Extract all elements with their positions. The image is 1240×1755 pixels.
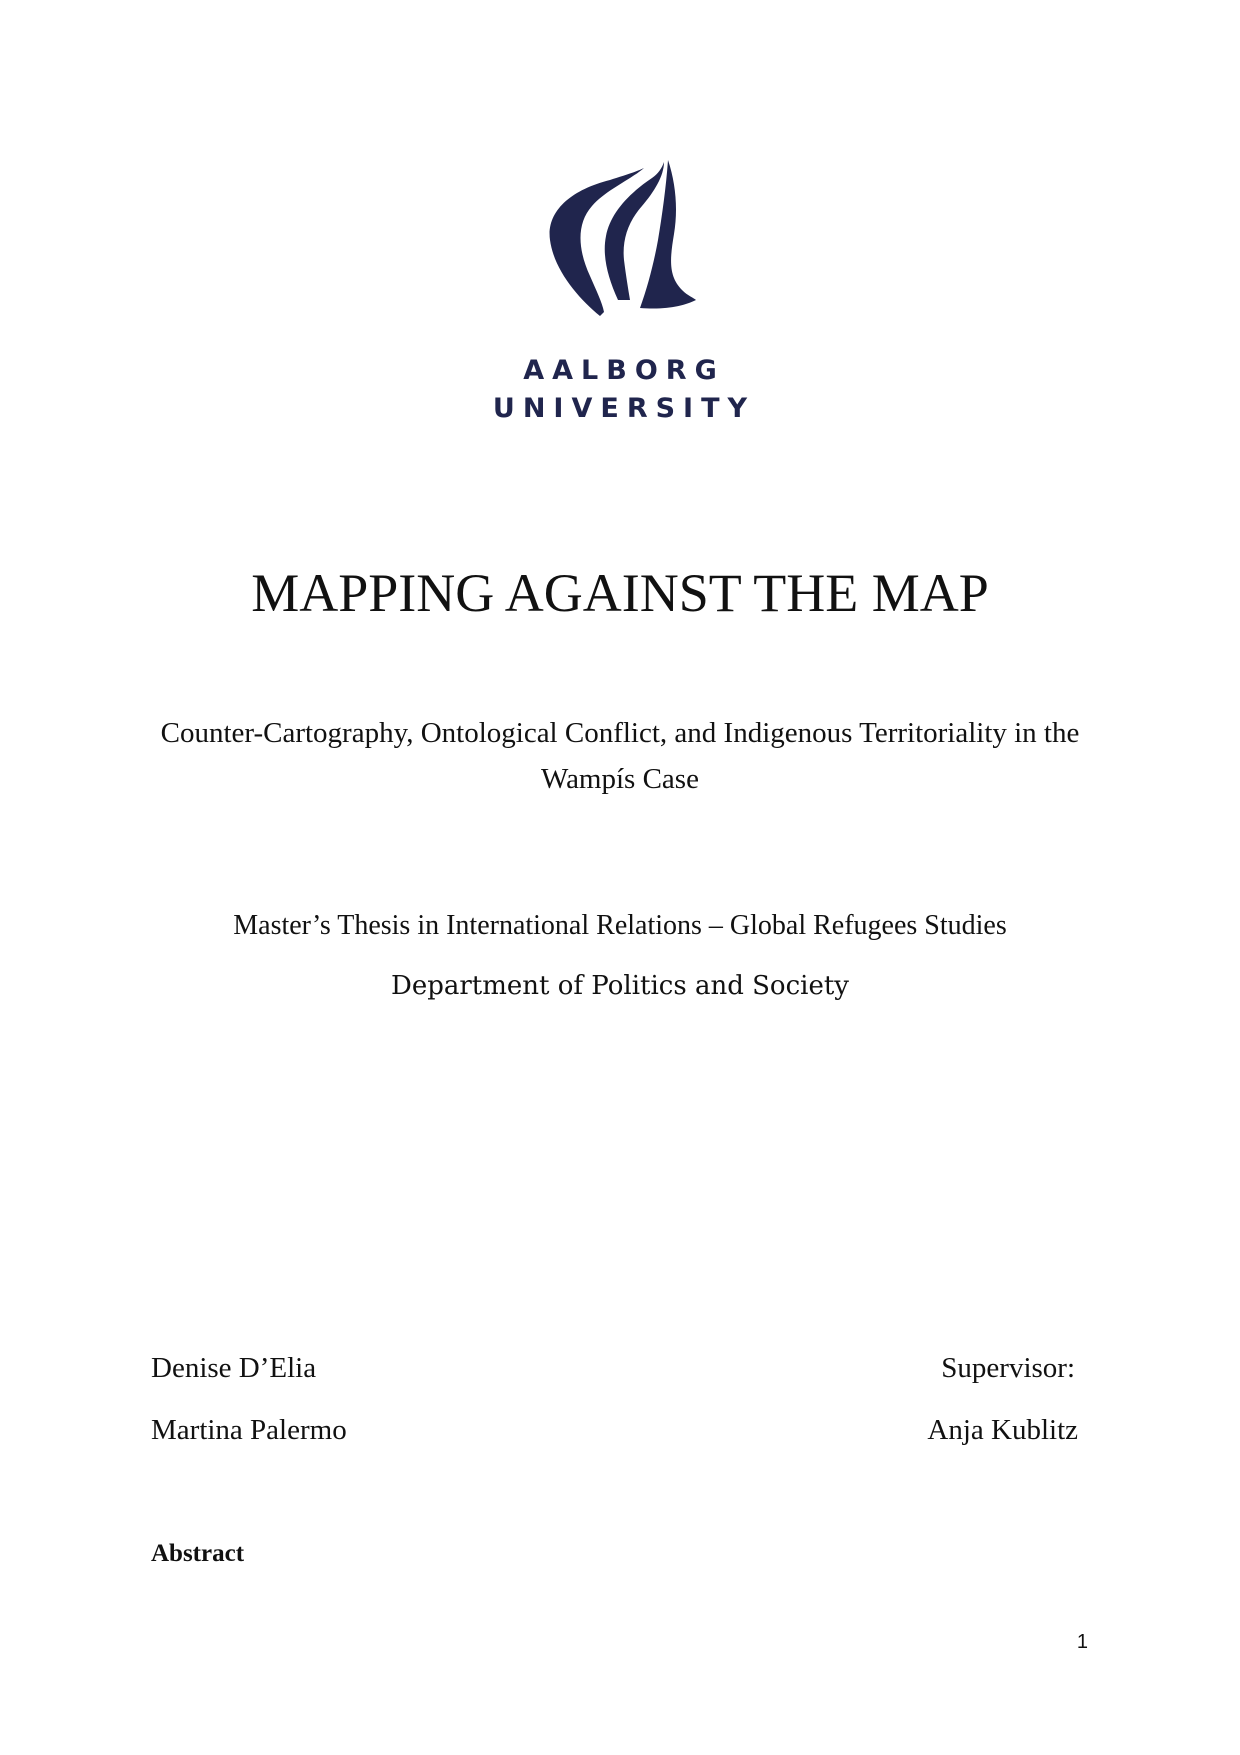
thesis-title: MAPPING AGAINST THE MAP <box>251 563 989 623</box>
department-line: Department of Politics and Society <box>391 971 849 1001</box>
author-name: Martina Palermo <box>151 1414 347 1446</box>
thesis-subtitle: Counter-Cartography, Ontological Conflict, and Indigenous Territoriality in the Wampís Case <box>160 717 1080 795</box>
degree-line: Master’s Thesis in International Relations – Global Refugees Studies <box>233 910 1007 941</box>
wordmark-university: UNIVERSITY <box>492 393 756 424</box>
aalborg-university-logo-icon <box>548 160 696 316</box>
abstract-heading: Abstract <box>151 1540 245 1567</box>
page-number: 1 <box>1076 1631 1088 1653</box>
author-name: Denise D’Elia <box>151 1352 317 1384</box>
supervisor-label: Supervisor: <box>941 1352 1075 1384</box>
wordmark-aalborg: AALBORG <box>523 355 725 386</box>
supervisor-name: Anja Kublitz <box>927 1414 1078 1446</box>
